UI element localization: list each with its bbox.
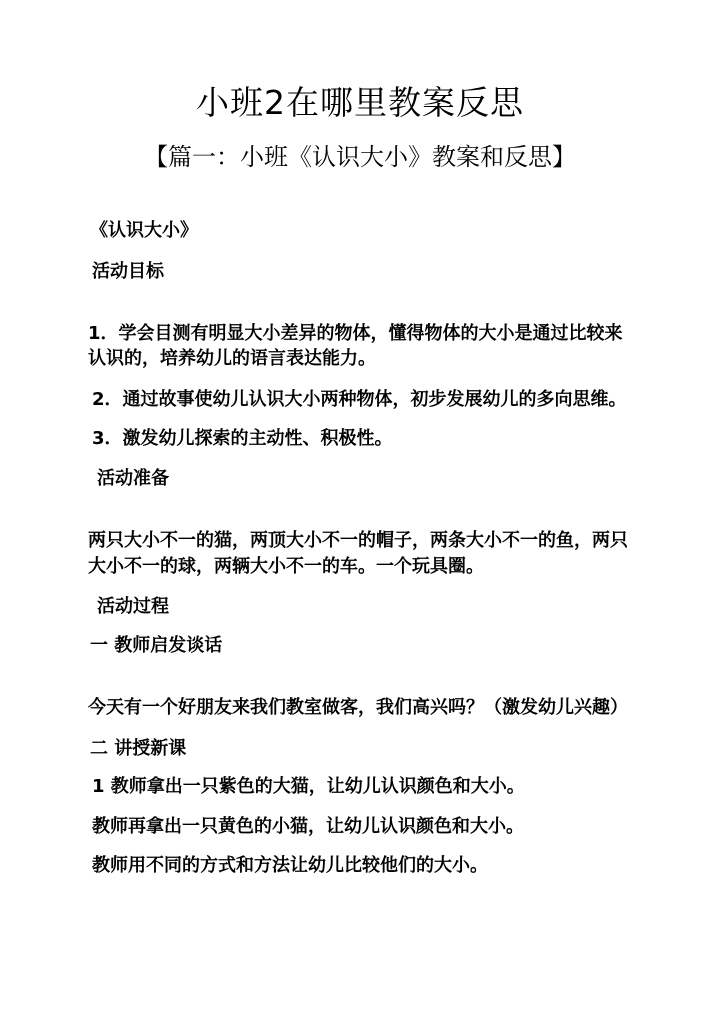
lesson-name: 《认识大小》	[90, 220, 198, 241]
step-1-text: 今天有一个好朋友来我们教室做客，我们高兴吗？（激发幼儿兴趣）	[88, 697, 628, 718]
prep-line-2: 大小不一的球，两辆大小不一的车。一个玩具圈。	[88, 556, 484, 577]
process-heading: 活动过程	[97, 596, 169, 617]
document-title: 小班2在哪里教案反思	[196, 83, 524, 122]
goal-1-line-2: 认识的，培养幼儿的语言表达能力。	[88, 348, 376, 369]
goal-2: 2．通过故事使幼儿认识大小两种物体，初步发展幼儿的多向思维。	[92, 389, 627, 410]
document-subtitle: 【篇一：小班《认识大小》教案和反思】	[144, 143, 576, 171]
goal-3: 3．激发幼儿探索的主动性、积极性。	[92, 428, 393, 449]
prep-heading: 活动准备	[97, 468, 169, 489]
step-1-heading: 一 教师启发谈话	[90, 635, 223, 656]
step-2-item-2: 教师再拿出一只黄色的小猫，让幼儿认识颜色和大小。	[92, 816, 524, 837]
step-2-item-3: 教师用不同的方式和方法让幼儿比较他们的大小。	[92, 855, 488, 876]
goal-1-line-1: 1．学会目测有明显大小差异的物体，懂得物体的大小是通过比较来	[88, 323, 623, 344]
step-2-item-1: 1 教师拿出一只紫色的大猫，让幼儿认识颜色和大小。	[92, 776, 525, 797]
goals-heading: 活动目标	[92, 261, 164, 282]
prep-line-1: 两只大小不一的猫，两顶大小不一的帽子，两条大小不一的鱼，两只	[88, 530, 628, 551]
step-2-heading: 二 讲授新课	[90, 738, 187, 759]
